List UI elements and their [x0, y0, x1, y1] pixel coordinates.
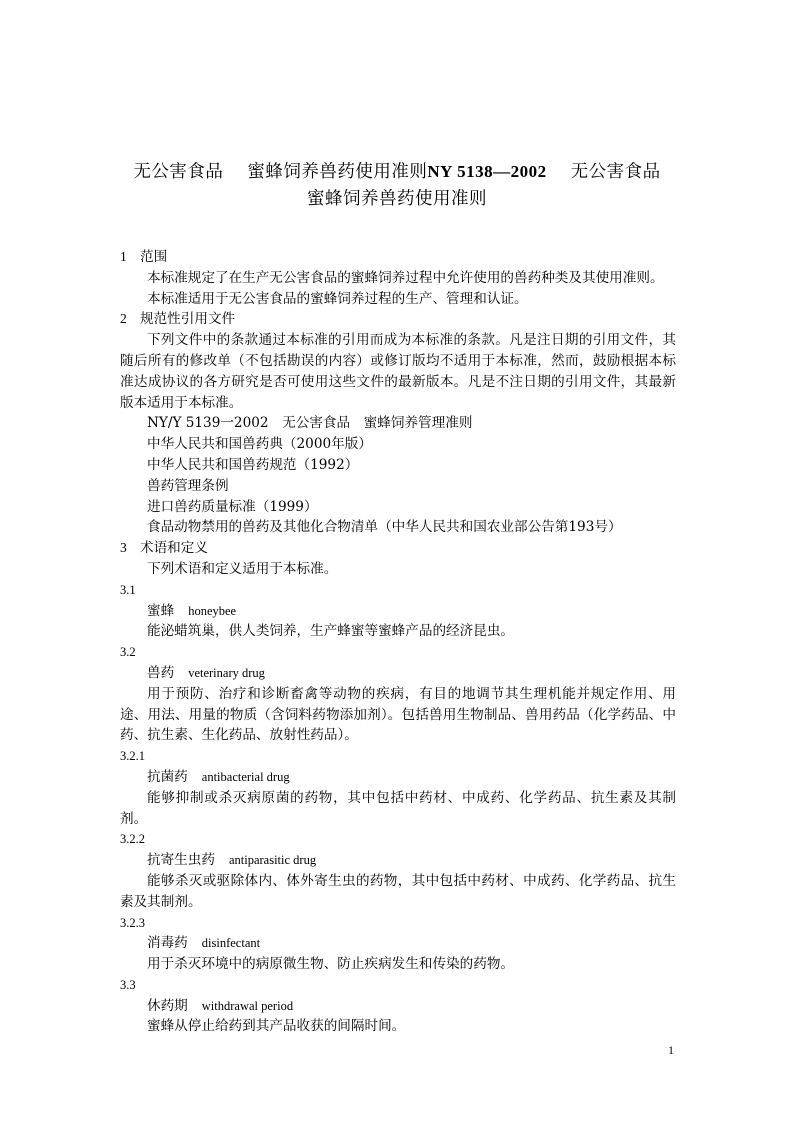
- title-part-b: 蜜蜂饲养兽药使用准则: [247, 162, 428, 182]
- section-heading-1: 1 范围: [120, 249, 168, 265]
- term-definition: 能够杀灭或驱除体内、体外寄生虫的药物，其中包括中药材、中成药、化学药品、抗生素及其制剂。: [120, 872, 676, 910]
- term-number: 3.3: [120, 977, 136, 992]
- term-definition: 能泌蜡筑巢，供人类饲养，生产蜂蜜等蜜蜂产品的经济昆虫。: [147, 623, 515, 640]
- term-heading: 消毒药 disinfectant: [147, 935, 261, 952]
- reference-item: 中华人民共和国兽药典（2000年版）: [147, 436, 372, 453]
- title-line-2: 蜜蜂饲养兽药使用准则: [307, 189, 487, 209]
- term-heading: 抗寄生虫药 antiparasitic drug: [147, 852, 317, 869]
- paragraph: 本标准适用于无公害食品的蜜蜂饲养过程的生产、管理和认证。: [147, 290, 528, 307]
- section-heading-3: 3 术语和定义: [120, 540, 208, 557]
- term-heading: 休药期 withdrawal period: [147, 997, 294, 1014]
- term-heading: 抗菌药 antibacterial drug: [147, 768, 290, 785]
- term-number: 3.2.2: [120, 832, 145, 847]
- paragraph: 下列文件中的条款通过本标准的引用而成为本标准的条款。凡是注日期的引用文件，其随后所有的修改单（不包括勘误的内容）或修订版均不适用于本标准，然而，鼓励根据本标准达成协议的各方研究是否可使用这些文件的最新版本。凡是不注日期的引用文件，其最新版本适用于本标准。: [120, 332, 676, 411]
- term-definition: 能够抑制或杀灭病原菌的药物，其中包括中药材、中成药、化学药品、抗生素及其制剂。: [120, 789, 676, 827]
- section-heading-2: 2 规范性引用文件: [120, 311, 236, 328]
- page-number: 1: [668, 1043, 674, 1057]
- reference-item: 食品动物禁用的兽药及其他化合物清单（中华人民共和国农业部公告第193号）: [147, 519, 622, 536]
- term-definition: 蜜蜂从停止给药到其产品收获的间隔时间。: [147, 1018, 406, 1035]
- term-number: 3.2: [120, 645, 136, 660]
- reference-item: 进口兽药质量标准（1999）: [147, 498, 318, 515]
- term-definition: 用于杀灭环境中的病原微生物、防止疾病发生和传染的药物。: [147, 956, 515, 973]
- document-body: [120, 247, 676, 1037]
- term-heading: 兽药 veterinary drug: [147, 664, 265, 681]
- paragraph: 下列术语和定义适用于本标准。: [147, 560, 338, 577]
- title-line-1: [0, 158, 794, 186]
- reference-item: 兽药管理条例: [147, 477, 229, 494]
- term-number: 3.2.1: [120, 749, 145, 764]
- reference-item: NY/Y 5139一2002 无公害食品 蜜蜂饲养管理准则: [147, 415, 473, 432]
- term-definition: 用于预防、治疗和诊断畜禽等动物的疾病，有目的地调节其生理机能并规定作用、用途、用法、用量的物质（含饲料药物添加剂）。包括兽用生物制品、兽用药品（化学药品、中药、抗生素、生化药品、放射性药品）。: [120, 685, 676, 744]
- title-part-a: 无公害食品: [133, 162, 224, 182]
- standard-number: NY 5138—2002: [427, 162, 547, 181]
- term-heading: 蜜蜂 honeybee: [147, 602, 237, 619]
- document-title: [0, 158, 794, 213]
- paragraph: 本标准规定了在生产无公害食品的蜜蜂饲养过程中允许使用的兽药种类及其使用准则。: [147, 269, 664, 286]
- reference-item: 中华人民共和国兽药规范（1992）: [147, 456, 359, 473]
- term-number: 3.1: [120, 582, 136, 597]
- title-part-c: 无公害食品: [570, 162, 661, 182]
- term-number: 3.2.3: [120, 915, 145, 930]
